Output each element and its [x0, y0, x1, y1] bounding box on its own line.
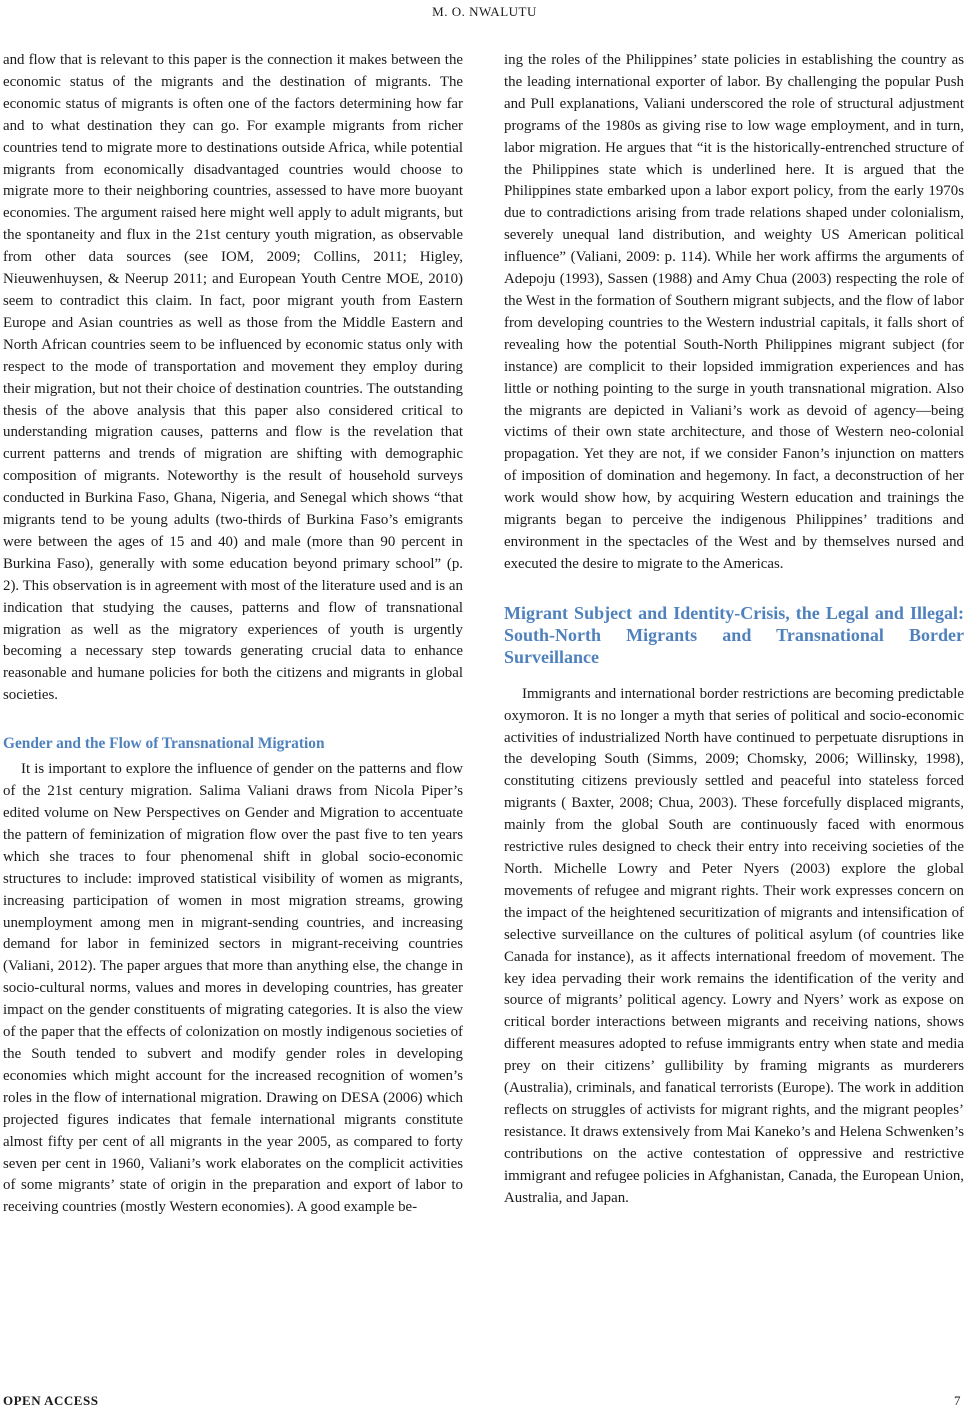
section-heading-gender: Gender and the Flow of Transnational Migration	[3, 735, 325, 753]
footer-open-access: OPEN ACCESS	[3, 1393, 99, 1408]
body-paragraph: and flow that is relevant to this paper is the connection it makes between the economic status of the migrants and the destination of migrants. The economic status of migrants is often one of the factors determining how far and to what destination they can go. For example migrants from richer countries tend to migrate more to destinations outside Africa, while potential migrants from economically disadvantaged countries would choose to migrate more to their neighboring countries, assessed to have more buoyant economies. The argument raised here might well apply to adult migrants, but the spontaneity and flux in the 21st century youth migration, as observable from other data sources (see IOM, 2009; Collins, 2011; Higley, Nieuwenhuysen, & Neerup 2011; and European Youth Centre MOE, 2010) seem to contradict this claim. In fact, poor migrant youth from Eastern Europe and Asian countries as well as those from the Middle Eastern and North African countries seem to be influenced by economic status only with respect to the mode of transportation and movement they employ during their migration, but not their choice of destination countries. The outstanding thesis of the above analysis that this paper also considered critical to understanding migration causes, patterns and flow is the revelation that current patterns and trends of migration are shifting with demographic composition of migrants. Noteworthy is the result of household surveys conducted in Burkina Faso, Ghana, Nigeria, and Senegal which shows “that migrants tend to be young adults (two-thirds of Burkina Faso’s emigrants were between the ages of 15 and 40) and male (more than 90 percent in Burkina Faso), generally with some education beyond primary school” (p. 2). This observation is in agreement with most of the literature used and is an indication that studying the causes, patterns and flow of transnational migration as well as the migratory experiences of youth is urgently becoming a necessary step towards generating crucial data to enhance reasonable and humane policies for both the citizens and migrants in global societies.	[3, 52, 463, 704]
section-heading-migrant-subject: Migrant Subject and Identity-Crisis, the Legal and Illegal: South-North Migrants and Transnational Border Surveillance	[504, 602, 964, 667]
body-paragraph: ing the roles of the Philippines’ state policies in establishing the country as the leading international exporter of labor. By challenging the popular Push and Pull explanations, Valiani underscored the role of structural adjustment programs of the 1980s as giving rise to low wage employment, and in turn, labor migration. He argues that “it is the historically-entrenched structure of the Philippines state which is underlined here. It is argued that the Philippines state embarked upon a labor export policy, from the early 1970s due to contradictions arising from trade relations shaped under colonialism, severely unequal land distribution, and weighty US American political influence” (Valiani, 2009: p. 114). While her work affirms the arguments of Adepoju (1993), Sassen (1988) and Amy Chua (2003) respecting the role of the West in the formation of Southern migrant subjects, and the flow of labor from developing countries to the Western industrial capitals, it falls short of revealing how the potential South-North Philippines migrant subject (for instance) are complicit to their lopsided immigration experiences and has little or nothing pointing to the surge in youth transnational migration. Also the migrants are depicted in Valiani’s work as devoid of agency—being victims of their own state architecture, and those of Western neo-colonial propagation. Yet they are not, if we consider Fanon’s injunction on matters of imposition of domination and hegemony. In fact, a deconstruction of her work would show how, by acquiring Western education and trainings the migrants began to perceive the indigenous Philippines’ traditions and environment in the spectacles of the West and by themselves nursed and executed the desire to migrate to the Americas.	[504, 52, 964, 572]
right-column	[504, 50, 964, 1390]
body-paragraph: It is important to explore the influence of gender on the patterns and flow of the 21st century migration. Salima Valiani draws from Nicola Piper’s edited volume on New Perspectives on Gender and Migration to accentuate the pattern of feminization of migration flow over the past five to ten years which she traces to four phenomenal shift in global socio-economic structures to include: improved statistical visibility of women as migrants, increasing participation of women in most migration streams, growing unemployment among men in migrant-sending countries, and increasing demand for labor in feminized sectors in migrant-receiving countries (Valiani, 2012). The paper argues that more than anything else, the change in socio-cultural norms, values and mores in developing countries, has greater impact on the gender constituents of migrating categories. It is also the view of the paper that the effects of colonization on mostly indigenous societies of the South tended to subvert and modify gender roles in developing economies which might account for the increased recognition of women’s roles in the flow of international migration. Drawing on DESA (2006) which projected figures indicates that female international migrants constitute almost fifty per cent of all migrants in the year 2005, as compared to forty seven per cent in 1960, Valiani’s work elaborates on the complicit activities of some migrants’ state of origin in the preparation and export of labor to receiving countries (mostly Western economies). A good example be-	[3, 761, 463, 1216]
left-column	[3, 50, 463, 1390]
running-head: M. O. NWALUTU	[432, 4, 537, 19]
body-paragraph: Immigrants and international border restrictions are becoming predictable oxymoron. It is no longer a myth that series of political and socio-economic activities of industrialized North have continued to perpetuate disruptions in the developing South (Simms, 2009; Chomsky, 2006; Willinsky, 1998), constituting citizens previously settled and peaceful into stateless forced migrants ( Baxter, 2008; Chua, 2003). These forcefully displaced migrants, mainly from the global South are continuously faced with enormous restrictive rules designed to check their entry into receiving societies of the North. Michelle Lowry and Peter Nyers (2003) explore the global movements of refugee and migrant rights. Their work expresses concern on the impact of the heightened securitization of migrants and intensification of selective surveillance on the cultures of political asylum (of countries like Canada for instance), as it affects international freedom of movement. The key idea pervading their work remains the identification of the verity and source of migrants’ political agency. Lowry and Nyers’ work as expose on critical border interactions between migrants and receiving nations, shows different measures adopted to refuse immigrants entry when state and media prey on their citizens’ gullibility by framing migrants as murderers (Australia), criminals, and fanatical terrorists (Europe). The work in addition reflects on struggles of activists for migrant rights, and the migrant peoples’ resistance. It draws extensively from Mai Kaneko’s and Helena Schwenken’s contributions on the active contestation of oppressive and restrictive immigrant and refugee policies in Afghanistan, Canada, the European Union, Australia, and Japan.	[504, 685, 964, 1206]
page-number: 7	[954, 1393, 961, 1408]
